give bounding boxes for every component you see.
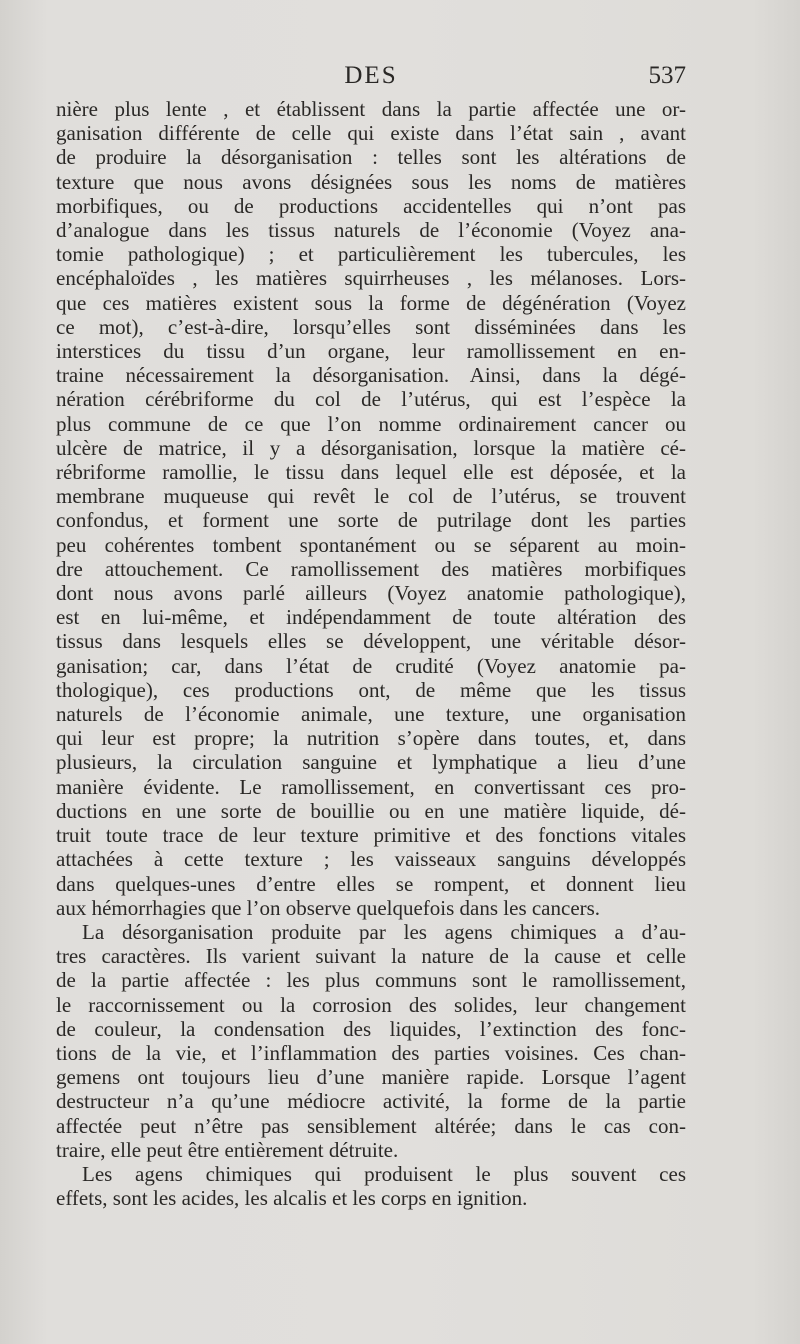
paragraph	[56, 97, 686, 920]
running-head: DES	[344, 62, 398, 89]
text-line: nération cérébriforme du col de l’utérus, qui est l’espèce la	[56, 387, 686, 412]
text-line: de couleur, la condensation des liquides, l’extinction des fonc-	[56, 1016, 686, 1041]
text-line: traire, elle peut être entièrement détruite.	[56, 1137, 399, 1162]
text-line: morbifiques, ou de productions accidentelles qui n’ont pas	[56, 193, 686, 218]
text-line: qui leur est propre; la nutrition s’opère dans toutes, et, dans	[56, 726, 686, 751]
body-text	[56, 97, 686, 1210]
text-line: attachées à cette texture ; les vaisseaux sanguins développés	[56, 847, 686, 872]
text-line: que ces matières existent sous la forme de dégénération (Voyez	[56, 290, 686, 315]
text-line: ce mot), c’est-à-dire, lorsqu’elles sont disséminées dans les	[56, 314, 686, 339]
text-line: Les agens chimiques qui produisent le plus souvent ces	[82, 1161, 686, 1186]
text-line: tissus dans lesquels elles se développent, une véritable désor-	[56, 629, 686, 654]
text-line: texture que nous avons désignées sous les noms de matières	[56, 169, 686, 194]
text-line: nière plus lente , et établissent dans la partie affectée une or-	[56, 97, 686, 121]
text-line: tomie pathologique) ; et particulièrement les tubercules, les	[56, 242, 686, 267]
text-line: membrane muqueuse qui revêt le col de l’utérus, se trouvent	[56, 484, 686, 509]
text-line: ganisation; car, dans l’état de crudité (Voyez anatomie pa-	[56, 653, 686, 678]
text-line: d’analogue dans les tissus naturels de l’économie (Voyez ana-	[56, 218, 686, 243]
text-line: plusieurs, la circulation sanguine et lymphatique a lieu d’une	[56, 750, 686, 775]
paragraph	[56, 920, 686, 1162]
text-line: ductions en une sorte de bouillie ou en une matière liquide, dé-	[56, 798, 686, 823]
text-line: ulcère de matrice, il y a désorganisation, lorsque la matière cé-	[56, 435, 686, 460]
text-line: interstices du tissu d’un organe, leur ramollissement en en-	[56, 339, 686, 364]
text-line: aux hémorrhagies que l’on observe quelquefois dans les cancers.	[56, 895, 601, 920]
text-line: affectée peut n’être pas sensiblement altérée; dans le cas con-	[56, 1113, 686, 1138]
text-line: La désorganisation produite par les agens chimiques a d’au-	[82, 919, 686, 944]
text-line: traine nécessairement la désorganisation. Ainsi, dans la dégé-	[56, 363, 686, 388]
text-line: dre attouchement. Ce ramollissement des matières morbifiques	[56, 556, 686, 581]
text-line: est en lui-même, et indépendamment de toute altération des	[56, 605, 686, 630]
text-line: effets, sont les acides, les alcalis et les corps en ignition.	[56, 1186, 528, 1211]
text-line: naturels de l’économie animale, une texture, une organisation	[56, 702, 686, 727]
text-line: tions de la vie, et l’inflammation des parties voisines. Ces chan-	[56, 1040, 686, 1065]
text-line: rébriforme ramollie, le tissu dans lequel elle est déposée, et la	[56, 460, 686, 485]
text-line: le raccornissement ou la corrosion des solides, leur changement	[56, 992, 686, 1017]
text-line: encéphaloïdes , les matières squirrheuses , les mélanoses. Lors-	[56, 266, 686, 291]
text-line: dont nous avons parlé ailleurs (Voyez anatomie pathologique),	[56, 581, 686, 606]
text-line: dans quelques-unes d’entre elles se rompent, et donnent lieu	[56, 871, 686, 896]
text-line: confondus, et forment une sorte de putrilage dont les parties	[56, 508, 686, 533]
text-line: manière évidente. Le ramollissement, en convertissant ces pro-	[56, 774, 686, 799]
text-line: plus commune de ce que l’on nomme ordinairement cancer ou	[56, 411, 686, 436]
text-line: thologique), ces productions ont, de même que les tissus	[56, 677, 686, 702]
text-line: tres caractères. Ils varient suivant la nature de la cause et celle	[56, 944, 686, 969]
text-line: peu cohérentes tombent spontanément ou se séparent au moin-	[56, 532, 686, 557]
paragraph	[56, 1162, 686, 1210]
text-line: truit toute trace de leur texture primitive et des fonctions vitales	[56, 823, 686, 848]
text-line: destructeur n’a qu’une médiocre activité, la forme de la partie	[56, 1089, 686, 1114]
text-line: ganisation différente de celle qui existe dans l’état sain , avant	[56, 121, 686, 146]
page-number: 537	[648, 62, 686, 89]
text-line: gemens ont toujours lieu d’une manière rapide. Lorsque l’agent	[56, 1065, 686, 1090]
page-header	[56, 62, 686, 96]
text-line: de la partie affectée : les plus communs sont le ramollissement,	[56, 968, 686, 993]
text-line: de produire la désorganisation : telles sont les altérations de	[56, 145, 686, 170]
